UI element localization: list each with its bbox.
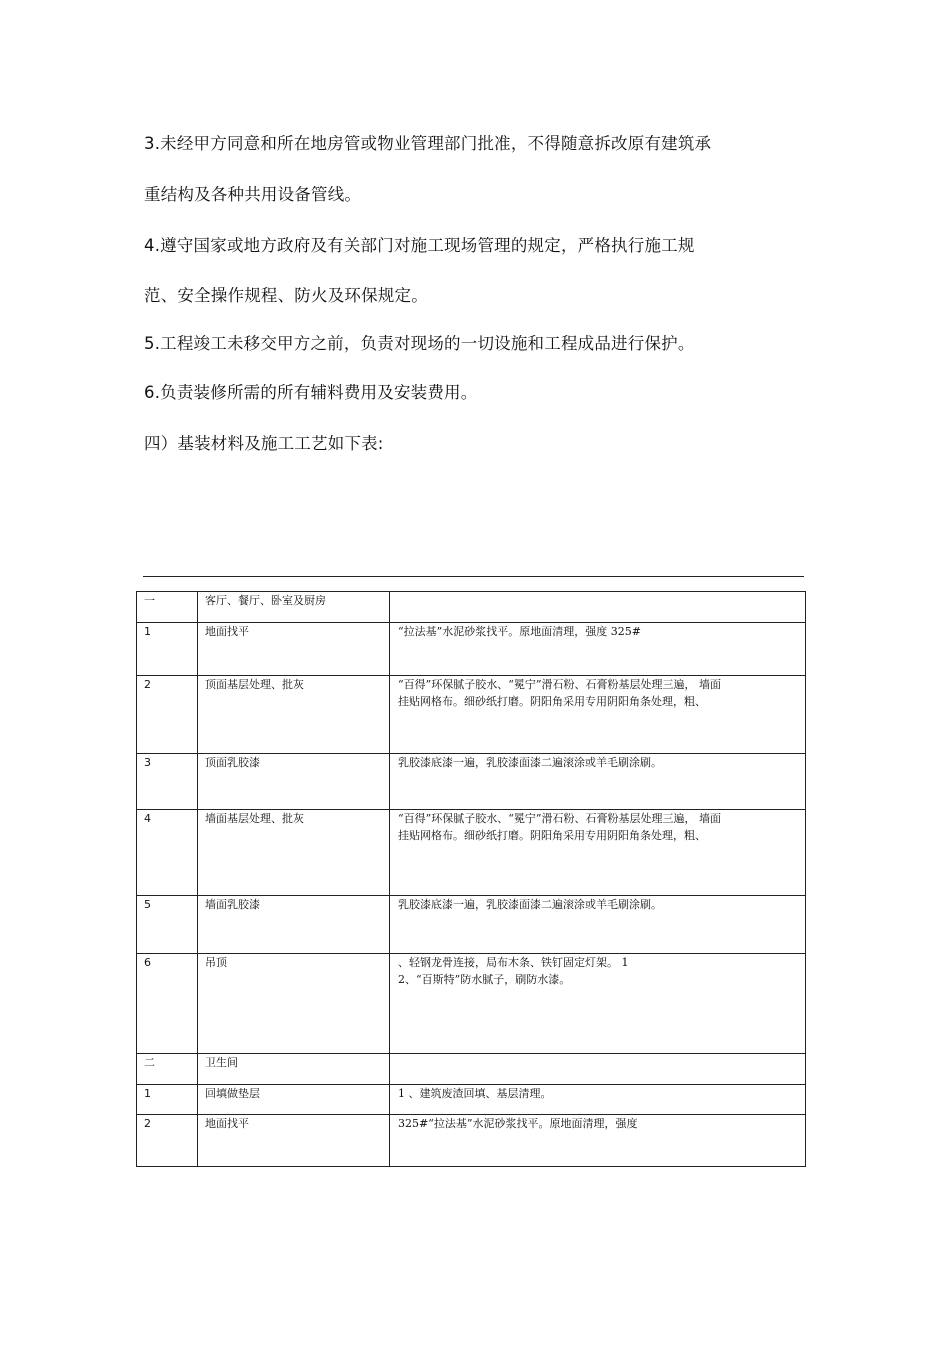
row-description: 325#“拉法基”水泥砂浆找平。原地面清理，强度: [390, 1115, 806, 1167]
row-item: 墙面乳胶漆: [198, 896, 390, 954]
paragraph-clause-5: 5.工程竣工未移交甲方之前，负责对现场的一切设施和工程成品进行保护。: [144, 334, 695, 353]
paragraph-clause-3-line-2: 重结构及各种共用设备管线。: [144, 185, 362, 204]
table-row: [137, 954, 806, 1054]
table-row: [137, 896, 806, 954]
paragraph-clause-6: 6.负责装修所需的所有辅料费用及安装费用。: [144, 383, 478, 402]
row-item: 顶面乳胶漆: [198, 754, 390, 810]
table-row: [137, 676, 806, 754]
table-row: [137, 1054, 806, 1085]
row-description: “拉法基”水泥砂浆找平。原地面清理，强度 325#: [390, 623, 806, 676]
row-number: 2: [137, 1115, 198, 1167]
row-number: 5: [137, 896, 198, 954]
row-description: 乳胶漆底漆一遍，乳胶漆面漆二遍滚涂或羊毛刷涂刷。: [390, 896, 806, 954]
paragraph-clause-4-line-2: 范、安全操作规程、防火及环保规定。: [144, 286, 428, 305]
row-description: [390, 1054, 806, 1085]
row-item: 墙面基层处理、批灰: [198, 810, 390, 896]
row-number: 1: [137, 1085, 198, 1115]
row-item: 客厅、餐厅、卧室及厨房: [198, 592, 390, 623]
row-description: [390, 592, 806, 623]
horizontal-divider: [143, 576, 804, 577]
table-row: [137, 810, 806, 896]
row-description: 1 、建筑废渣回填、基层清理。: [390, 1085, 806, 1115]
table-row: [137, 592, 806, 623]
row-description: “百得”环保腻子胶水、“冕宁”滑石粉、石膏粉基层处理三遍， 墙面 挂贴网格布。细砂纸打磨。阴阳角采用专用阴阳角条处理，粗、: [390, 810, 806, 896]
row-number: 1: [137, 623, 198, 676]
paragraph-clause-4-line-1: 4.遵守国家或地方政府及有关部门对施工现场管理的规定，严格执行施工规: [144, 236, 695, 255]
table-row: [137, 1115, 806, 1167]
row-number: 4: [137, 810, 198, 896]
row-number: 6: [137, 954, 198, 1054]
row-item: 顶面基层处理、批灰: [198, 676, 390, 754]
table-row: [137, 623, 806, 676]
paragraph-clause-3-line-1: 3.未经甲方同意和所在地房管或物业管理部门批准，不得随意拆改原有建筑承: [144, 134, 712, 153]
table-row: [137, 754, 806, 810]
row-item: 地面找平: [198, 623, 390, 676]
row-number: 二: [137, 1054, 198, 1085]
section-heading-materials: 四）基装材料及施工工艺如下表:: [144, 434, 384, 453]
row-description: 乳胶漆底漆一遍，乳胶漆面漆二遍滚涂或羊毛刷涂刷。: [390, 754, 806, 810]
row-item: 地面找平: [198, 1115, 390, 1167]
row-description: “百得”环保腻子胶水、“冕宁”滑石粉、石膏粉基层处理三遍， 墙面 挂贴网格布。细砂纸打磨。阴阳角采用专用阴阳角条处理，粗、: [390, 676, 806, 754]
row-description: 、轻钢龙骨连接，局布木条、铁钉固定灯架。 1 2、“百斯特”防水腻子，刷防水漆。: [390, 954, 806, 1054]
row-number: 3: [137, 754, 198, 810]
row-item: 吊顶: [198, 954, 390, 1054]
row-number: 一: [137, 592, 198, 623]
row-number: 2: [137, 676, 198, 754]
materials-process-table: [136, 591, 806, 1167]
row-item: 卫生间: [198, 1054, 390, 1085]
row-item: 回填做垫层: [198, 1085, 390, 1115]
table-row: [137, 1085, 806, 1115]
